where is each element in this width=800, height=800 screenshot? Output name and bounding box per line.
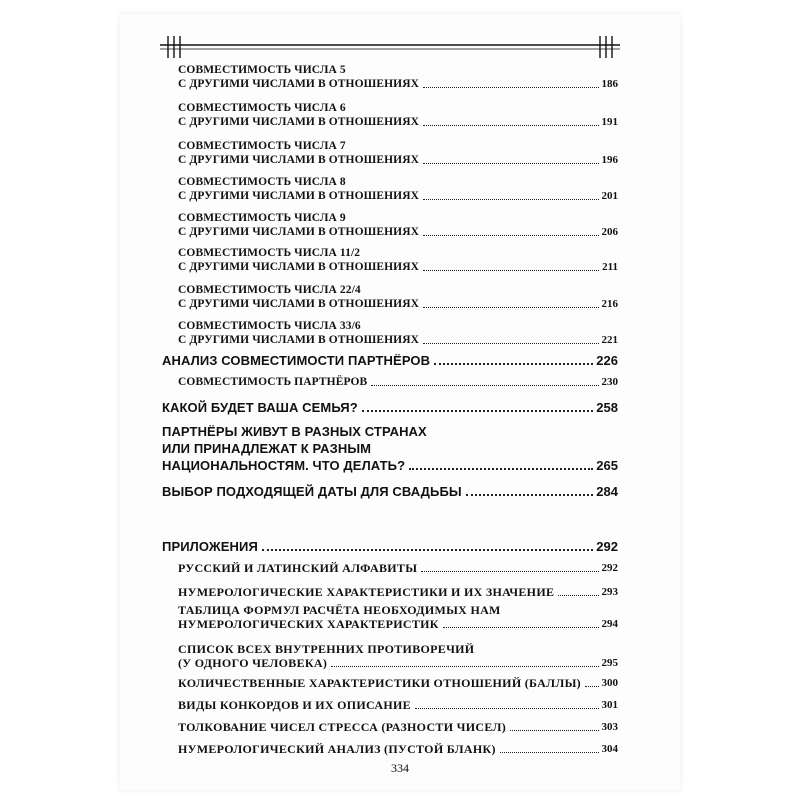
toc-page-number: 206: [601, 226, 618, 238]
toc-entry-title: С ДРУГИМИ ЧИСЛАМИ В ОТНОШЕНИЯХ: [178, 261, 420, 273]
toc-entry-title: СОВМЕСТИМОСТЬ ПАРТНЁРОВ: [178, 376, 368, 388]
toc-section-title: ПАРТНЁРЫ ЖИВУТ В РАЗНЫХ СТРАНАХ: [162, 424, 427, 439]
page-number: 334: [391, 761, 409, 775]
leader-dots: [423, 199, 598, 200]
toc-entry-title: СОВМЕСТИМОСТЬ ЧИСЛА 5: [178, 64, 346, 76]
toc-entry-title: НУМЕРОЛОГИЧЕСКИЕ ХАРАКТЕРИСТИКИ И ИХ ЗНАЧЕНИЕ: [178, 585, 555, 599]
toc-entry-title: С ДРУГИМИ ЧИСЛАМИ В ОТНОШЕНИЯХ: [178, 78, 420, 90]
toc-page-number: 265: [596, 458, 618, 473]
toc-page-number: 294: [601, 618, 618, 630]
leader-dots: [423, 163, 598, 164]
toc-page-number: 293: [601, 586, 618, 598]
toc-section-title: АНАЛИЗ СОВМЕСТИМОСТИ ПАРТНЁРОВ: [162, 353, 431, 368]
toc-entry-title: КОЛИЧЕСТВЕННЫЕ ХАРАКТЕРИСТИКИ ОТНОШЕНИЙ (БАЛЛЫ): [178, 676, 581, 690]
toc-section-title: КАКОЙ БУДЕТ ВАША СЕМЬЯ?: [162, 400, 358, 415]
leader-dots: [558, 595, 598, 596]
toc-entry-title: РУССКИЙ И ЛАТИНСКИЙ АЛФАВИТЫ: [178, 561, 418, 575]
toc-entry-title: ТАБЛИЦА ФОРМУЛ РАСЧЁТА НЕОБХОДИМЫХ НАМ: [178, 603, 501, 617]
leader-dots: [423, 270, 599, 271]
toc-page-number: 301: [601, 699, 618, 711]
toc-entry-title: С ДРУГИМИ ЧИСЛАМИ В ОТНОШЕНИЯХ: [178, 154, 420, 166]
toc-page-number: 304: [601, 743, 618, 755]
toc-entry-title: СОВМЕСТИМОСТЬ ЧИСЛА 9: [178, 212, 346, 224]
toc-entry-title: СОВМЕСТИМОСТЬ ЧИСЛА 8: [178, 176, 346, 188]
toc-entry-title: С ДРУГИМИ ЧИСЛАМИ В ОТНОШЕНИЯХ: [178, 226, 420, 238]
toc-entry-title: С ДРУГИМИ ЧИСЛАМИ В ОТНОШЕНИЯХ: [178, 298, 420, 310]
toc-entry-title: СПИСОК ВСЕХ ВНУТРЕННИХ ПРОТИВОРЕЧИЙ: [178, 642, 475, 656]
toc-page-number: 226: [596, 353, 618, 368]
leader-dots: [362, 410, 594, 412]
leader-dots: [500, 752, 599, 753]
leader-dots: [443, 627, 599, 628]
toc-page-number: 216: [601, 298, 618, 310]
leader-dots: [466, 494, 594, 496]
toc-section-title: НАЦИОНАЛЬНОСТЯМ. ЧТО ДЕЛАТЬ?: [162, 458, 406, 473]
toc-page-number: 258: [596, 400, 618, 415]
toc-entry-title: ТОЛКОВАНИЕ ЧИСЕЛ СТРЕССА (РАЗНОСТИ ЧИСЕЛ): [178, 720, 507, 734]
toc-page-number: 295: [601, 657, 618, 669]
toc-page-number: 186: [601, 78, 618, 90]
leader-dots: [331, 666, 598, 667]
leader-dots: [409, 468, 593, 470]
leader-dots: [262, 549, 593, 551]
toc-entry-title: СОВМЕСТИМОСТЬ ЧИСЛА 7: [178, 140, 346, 152]
leader-dots: [371, 385, 598, 386]
toc-entry-title: СОВМЕСТИМОСТЬ ЧИСЛА 33/6: [178, 320, 361, 332]
toc-page-number: 303: [601, 721, 618, 733]
toc-page-number: 292: [596, 539, 618, 554]
toc-entry-title: СОВМЕСТИМОСТЬ ЧИСЛА 6: [178, 102, 346, 114]
toc-page-number: 211: [602, 261, 618, 273]
toc-section-title: ИЛИ ПРИНАДЛЕЖАТ К РАЗНЫМ: [162, 441, 372, 456]
toc-entry-title: С ДРУГИМИ ЧИСЛАМИ В ОТНОШЕНИЯХ: [178, 116, 420, 128]
leader-dots: [434, 363, 593, 365]
toc-page-number: 292: [601, 562, 618, 574]
toc-entry-title: ВИДЫ КОНКОРДОВ И ИХ ОПИСАНИЕ: [178, 698, 411, 712]
leader-dots: [423, 343, 598, 344]
toc-page-number: 230: [601, 376, 618, 388]
toc-entry-title: СОВМЕСТИМОСТЬ ЧИСЛА 11/2: [178, 247, 361, 259]
leader-dots: [510, 730, 598, 731]
leader-dots: [415, 708, 599, 709]
toc-page-number: 196: [601, 154, 618, 166]
leader-dots: [423, 87, 598, 88]
toc-page-number: 300: [601, 677, 618, 689]
toc-entry-title: НУМЕРОЛОГИЧЕСКИХ ХАРАКТЕРИСТИК: [178, 617, 439, 631]
toc-entry-title: СОВМЕСТИМОСТЬ ЧИСЛА 22/4: [178, 284, 361, 296]
toc-entry-title: С ДРУГИМИ ЧИСЛАМИ В ОТНОШЕНИЯХ: [178, 190, 420, 202]
leader-dots: [423, 125, 598, 126]
leader-dots: [585, 686, 599, 687]
leader-dots: [421, 571, 598, 572]
toc-page-number: 221: [601, 334, 618, 346]
toc-page-number: 191: [601, 116, 618, 128]
toc-entry-title: С ДРУГИМИ ЧИСЛАМИ В ОТНОШЕНИЯХ: [178, 334, 420, 346]
toc-entry-title: НУМЕРОЛОГИЧЕСКИЙ АНАЛИЗ (ПУСТОЙ БЛАНК): [178, 742, 496, 756]
toc-page-number: 201: [601, 190, 618, 202]
toc-entry-title: (У ОДНОГО ЧЕЛОВЕКА): [178, 656, 328, 670]
leader-dots: [423, 235, 598, 236]
toc-section-title: ПРИЛОЖЕНИЯ: [162, 539, 258, 554]
leader-dots: [423, 307, 598, 308]
toc-section-title: ВЫБОР ПОДХОДЯЩЕЙ ДАТЫ ДЛЯ СВАДЬБЫ: [162, 484, 462, 499]
toc-page-number: 284: [596, 484, 618, 499]
